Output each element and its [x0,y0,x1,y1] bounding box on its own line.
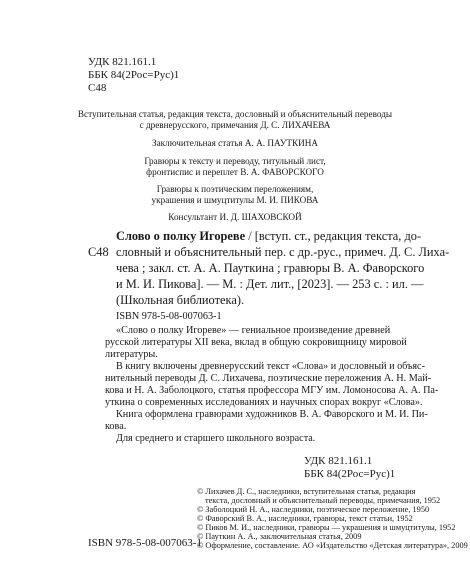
annotation-p1-line1: «Слово о полку Игореве» — гениальное произведение древней [116,325,391,336]
copyright-line: текста, дословный и объяснительный переводы, примечания, 1952 [205,496,441,505]
udk-code-repeat: УДК 821.161.1 [304,455,373,467]
annotation-p1-line3: литературы. [105,349,158,360]
annotation-p1-line2: русской литературы XII века, вклад в общую сокровищницу мировой [105,337,407,348]
udk-code: УДК 821.161.1 [88,56,157,68]
copyright-line: © Заболоцкий Н. А., наследники, поэтическое переложение, 1950 [197,505,430,514]
credit-engravings2-line1: Гравюры к поэтическим переложениям, [156,184,314,194]
author-mark: С48 [88,82,107,94]
annotation-p2-line2: нительный переводы Д. С. Лихачева, поэтические переложения А. Н. Май- [105,373,432,384]
isbn-bottom: ISBN 978-5-08-007063-1 [88,537,202,549]
annotation-audience: Для среднего и старшего школьного возраста. [116,433,316,444]
catalog-isbn: ISBN 978-5-08-007063-1 [116,311,222,322]
annotation-p3-line1: Книга оформлена гравюрами художников В. А. Фаворского и М. И. Пи- [116,409,428,420]
annotation-p2-line4: уткина о современных исследованиях и научных спорах вокруг «Слова». [105,397,423,408]
copyright-line: © Лихачев Д. С., наследники, вступительная статья, редакция [197,487,416,496]
credit-intro-line1: Вступительная статья, редакция текста, дословный и объяснительный переводы [77,109,393,119]
copyright-line: © Пауткин А. А., заключительная статья, 2009 [197,532,362,541]
catalog-line3: чева ; закл. ст. А. А. Пауткина ; гравюры В. А. Фаворского [116,261,425,275]
credit-intro-line2: с древнерусского, примечания Д. С. ЛИХАЧЕВА [139,120,331,130]
catalog-line1 [116,228,421,244]
catalog-mark: С48 [88,245,109,259]
credit-engravings2-line2: украшения и шмуцтитулы М. И. ПИКОВА [151,195,319,205]
catalog-title: Слово о полку Игореве [116,229,246,243]
annotation-p2-line1: В книгу включены древнерусский текст «Слова» и дословный и объяс- [116,361,425,372]
copyright-line: © Пиков М. И., наследники, гравюры — украшения и шмуцтитулы, 1952 [197,523,456,532]
annotation-p2-line3: кова и Н. А. Заболоцкого, статья профессора МГУ им. Ломоносова А. А. Па- [105,385,439,396]
catalog-line1-rest: / [вступ. ст., редакция текста, до- [245,229,422,243]
annotation-p3-line2: кова. [105,421,127,432]
catalog-line4: и М. И. Пикова]. — М. : Дет. лит., [2023]. — 253 с. : ил. — [116,277,424,291]
catalog-line5: (Школьная библиотека). [116,293,245,307]
credit-engravings1-line2: фронтиспис и переплет В. А. ФАВОРСКОГО [146,167,324,177]
copyright-line: © Оформление, составление. АО «Издательство «Детская литература», 2009 [197,541,468,550]
credit-engravings1-line1: Гравюры к тексту и переводу, титульный лист, [144,156,326,166]
catalog-line2: словный и объяснительный пер. с др.-рус., примеч. Д. С. Лиха- [116,245,450,259]
credit-closing: Заключительная статья А. А. ПАУТКИНА [151,138,318,148]
bbk-code: ББК 84(2Рос=Рус)1 [88,69,180,81]
credit-consultant: Консультант И. Д. ШАХОВСКОЙ [168,212,302,222]
bbk-code-repeat: ББК 84(2Рос=Рус)1 [304,468,396,480]
copyright-line: © Фаворский В. А., наследники, гравюры, текст статьи, 1952 [197,514,413,523]
